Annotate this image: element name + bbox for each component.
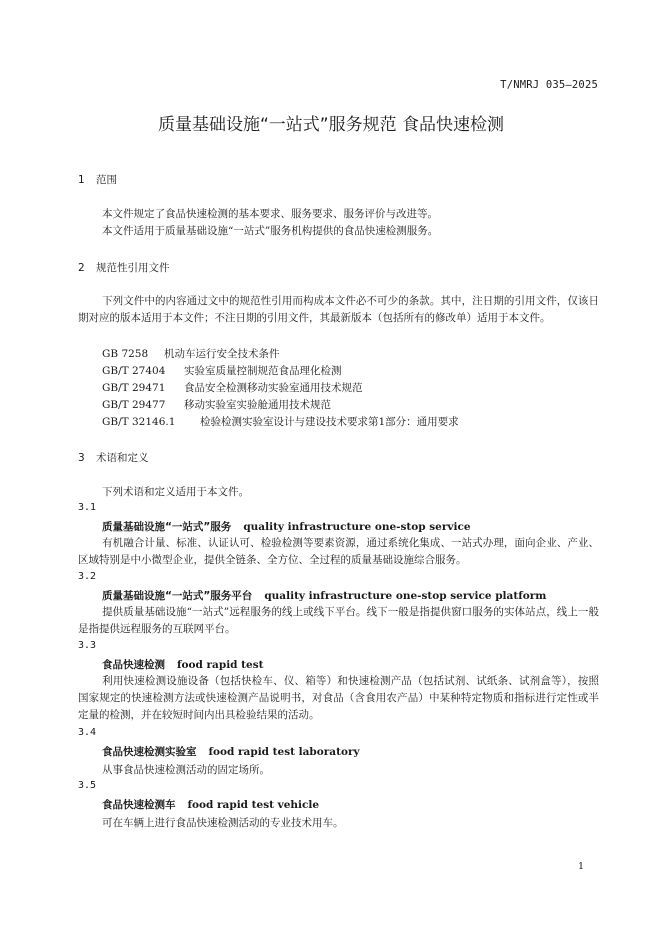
reference-code: GB/T 29477 xyxy=(102,399,166,411)
term-heading xyxy=(102,588,546,603)
document-title: 质量基础设施“一站式”服务规范 食品快速检测 xyxy=(157,115,505,135)
reference-code: GB/T 29471 xyxy=(102,382,166,394)
clause-number: 3.5 xyxy=(78,780,97,791)
reference-code: GB/T 27404 xyxy=(102,365,166,377)
term-definition xyxy=(78,604,599,638)
term-en: quality infrastructure one-stop service xyxy=(243,521,471,533)
clause-number: 3.3 xyxy=(78,640,97,651)
term-en: food rapid test xyxy=(177,659,264,671)
term-zh: 食品快速检测车 xyxy=(102,799,176,811)
reference-item xyxy=(102,346,280,361)
reference-title: 机动车运行安全技术条件 xyxy=(164,348,280,360)
definition-text: 提供质量基础设施“一站式”远程服务的线上或线下平台。线下一般是指提供窗口服务的实体站点，线上一般是指提供远程服务的互联网平台。 xyxy=(78,606,599,635)
section-number: 1 xyxy=(78,174,85,186)
section-heading xyxy=(78,260,170,275)
clause-number: 3.1 xyxy=(78,502,97,513)
term-zh: 食品快速检测实验室 xyxy=(102,746,197,758)
paragraph: 下列术语和定义适用于本文件。 xyxy=(102,486,249,498)
section-title: 范围 xyxy=(96,174,117,186)
definition-text: 有机融合计量、标准、认证认可、检验检测等要素资源，通过系统化集成、一站式办理，面向企业、产业、区域特别是中小微型企业，提供全链条、全方位、全过程的质量基础设施综合服务。 xyxy=(78,537,599,566)
term-heading xyxy=(102,744,360,759)
term-definition: 可在车辆上进行食品快速检测活动的专业技术用车。 xyxy=(102,817,344,829)
section-title: 规范性引用文件 xyxy=(96,262,170,274)
term-en: food rapid test vehicle xyxy=(187,799,320,811)
page-number: 1 xyxy=(577,861,584,872)
term-heading xyxy=(102,657,263,672)
term-definition: 从事食品快速检测活动的固定场所。 xyxy=(102,764,270,776)
section-heading xyxy=(78,172,117,187)
term-en: food rapid test laboratory xyxy=(208,746,360,758)
reference-title: 检验检测实验室设计与建设技术要求第1部分：通用要求 xyxy=(200,416,459,428)
definition-text: 利用快速检测设施设备（包括快检车、仪、箱等）和快速检测产品（包括试剂、试纸条、试剂盒等），按照国家规定的快速检测方法或快速检测产品说明书，对食品（含食用农产品）中某种特定物质和指标进行定性或半定量的检测，并在较短时间内出具检验结果的活动。 xyxy=(78,675,599,721)
term-heading xyxy=(102,797,319,812)
term-zh: 质量基础设施“一站式”服务 xyxy=(102,521,232,533)
reference-title: 移动实验室实验舱通用技术规范 xyxy=(184,399,331,411)
reference-item xyxy=(102,380,363,395)
reference-item xyxy=(102,414,459,429)
term-heading xyxy=(102,519,471,534)
section-title: 术语和定义 xyxy=(96,452,149,464)
reference-item xyxy=(102,363,342,378)
section-number: 2 xyxy=(78,262,85,274)
standard-code: T/NMRJ 035—2025 xyxy=(500,79,598,91)
term-definition xyxy=(78,673,599,724)
paragraph xyxy=(78,293,599,327)
term-en: quality infrastructure one-stop service platform xyxy=(264,590,547,602)
reference-code: GB/T 32146.1 xyxy=(102,416,176,428)
clause-number: 3.4 xyxy=(78,727,97,738)
paragraph-text: 下列文件中的内容通过文中的规范性引用而构成本文件必不可少的条款。其中，注日期的引用文件，仅该日期对应的版本适用于本文件；不注日期的引用文件，其最新版本（包括所有的修改单）适用于本文件。 xyxy=(78,295,599,324)
reference-title: 食品安全检测移动实验室通用技术规范 xyxy=(184,382,363,394)
paragraph: 本文件适用于质量基础设施“一站式”服务机构提供的食品快速检测服务。 xyxy=(102,225,439,237)
term-zh: 质量基础设施“一站式”服务平台 xyxy=(102,590,253,602)
term-zh: 食品快速检测 xyxy=(102,659,165,671)
section-heading xyxy=(78,450,149,465)
paragraph: 本文件规定了食品快速检测的基本要求、服务要求、服务评价与改进等。 xyxy=(102,208,438,220)
reference-title: 实验室质量控制规范食品理化检测 xyxy=(184,365,342,377)
clause-number: 3.2 xyxy=(78,571,97,582)
reference-code: GB 7258 xyxy=(102,348,149,360)
section-number: 3 xyxy=(78,452,85,464)
term-definition xyxy=(78,535,599,569)
reference-item xyxy=(102,397,331,412)
